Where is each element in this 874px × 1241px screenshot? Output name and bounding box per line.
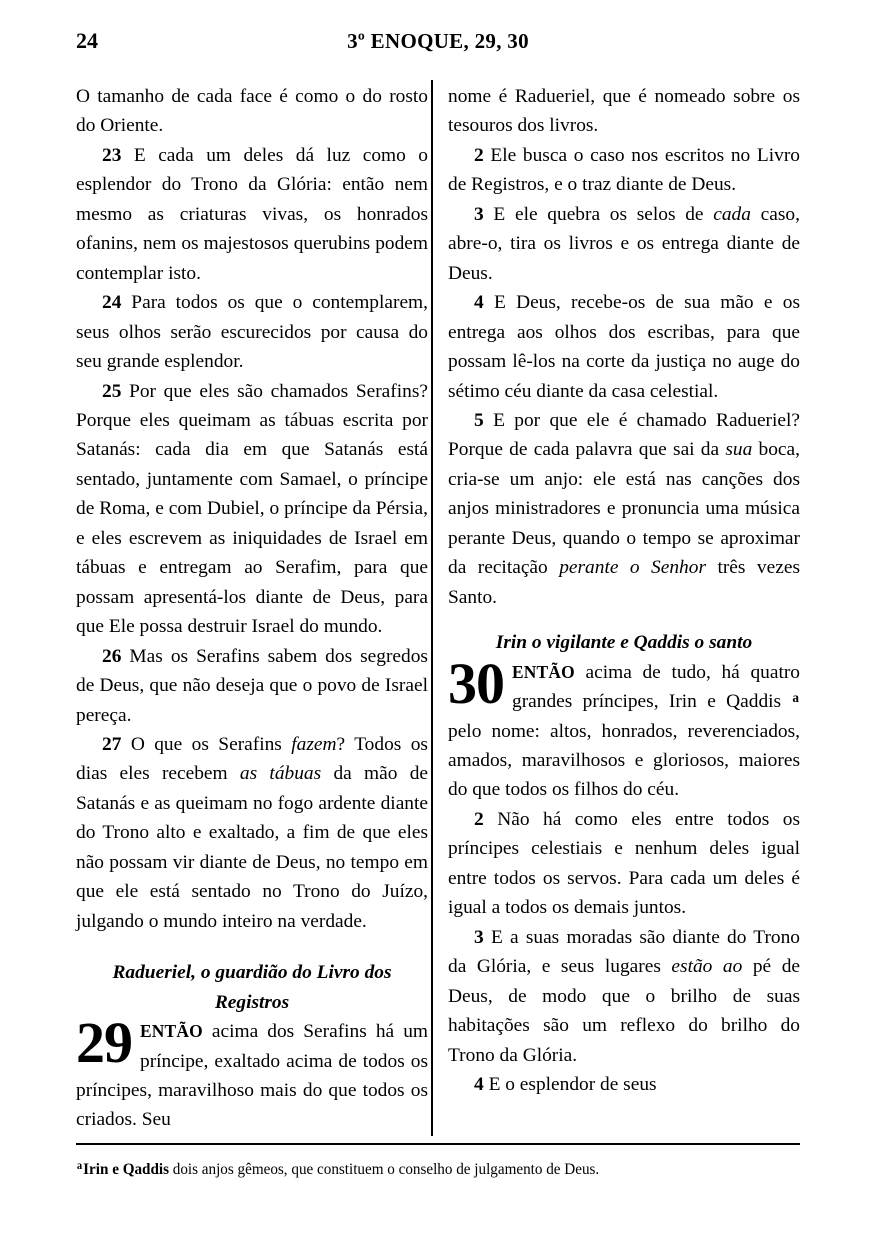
verse-number: 5 [474, 409, 484, 431]
footnote-label: Irin e Qaddis [83, 1159, 169, 1178]
verse-text-part: E por que ele é chamado Radueriel? Porque de cada palavra que sai da [448, 409, 801, 461]
verse-number: 27 [102, 733, 122, 755]
verse-text-part: E ele quebra os selos de [493, 203, 714, 225]
verse-text: E Deus, recebe-os de sua mão e os entrega aos olhos dos escribas, para que possam lê-los na corte da justiça no auge do sétimo céu diante da casa celestial. [448, 292, 800, 402]
verse-text: Por que eles são chamados Serafins? Porque eles queimam as tábuas escrita por Satanás: cada dia em que Satanás está sentado, juntamente com Samael, o príncipe de Roma, e com Dubiel, o príncipe da Pérsia, e eles escrevem as iniquidades de Israel em tábuas e entregam ao Serafim, para que possam apresentá-los diante de Deus, para que Ele possa destruir Israel do mundo. [76, 380, 428, 638]
chapter-number-dropcap: 29 [76, 1010, 132, 1076]
verse-emphasis: perante o Senhor [559, 557, 706, 579]
verse-text: E cada um deles dá luz como o esplendor do Trono da Glória: então nem mesmo as criaturas vivas, os honrados ofanins, nem os majestosos querubins podem contemplar isto. [76, 144, 428, 284]
verse-text-part: ? Todos os dias eles recebem [76, 733, 428, 785]
page-folio: 24 [76, 28, 98, 53]
chapter-opening-word: ENTÃO [140, 1021, 203, 1042]
verse-24 [76, 288, 428, 376]
verse-3 [448, 923, 800, 1070]
section-heading-radueriel: Radueriel, o guardião do Livro dos Registros [112, 962, 392, 1013]
right-column [448, 82, 800, 1099]
verse-4 [448, 288, 800, 406]
column-divider [431, 80, 433, 1136]
paragraph-continuation: O tamanho de cada face é como o do rosto do Oriente. [76, 86, 428, 137]
verse-text: Não há como eles entre todos os príncipes celestiais e nenhum deles igual entre todos os servos. Para cada um deles é igual a todos os demais juntos. [448, 808, 800, 919]
verse-text: E o esplendor de seus [488, 1073, 657, 1095]
verse-number: 4 [474, 292, 484, 314]
verse-number: 26 [102, 645, 122, 667]
verse-text-part: pé de Deus, de modo que o brilho de suas habitações são um reflexo do brilho do Trono da Glória. [448, 956, 800, 1066]
footnote-separator-rule [76, 1143, 800, 1145]
footnote-marker-a[interactable]: a [792, 689, 799, 705]
chapter-text-part: acima de tudo, há quatro grandes príncipes, Irin e Qaddis [512, 661, 800, 713]
verse-text-part: E a suas moradas são diante do Trono da Glória, e seus lugares [448, 926, 800, 978]
footnote-text: dois anjos gêmeos, que constituem o conselho de julgamento de Deus. [169, 1159, 600, 1178]
verse-2 [448, 805, 800, 923]
chapter-text-part: pelo nome: altos, honrados, reverenciados, amados, maravilhosos e gloriosos, maiores do que todos os filhos do céu. [448, 720, 800, 801]
section-heading-irin-qaddis: Irin o vigilante e Qaddis o santo [495, 632, 753, 654]
verse-text: Para todos os que o contemplarem, seus olhos serão escurecidos por causa do seu grande esplendor. [76, 292, 428, 373]
verse-number: 3 [474, 203, 484, 225]
verse-emphasis: fazem [291, 733, 337, 755]
running-title: 3º ENOQUE, 29, 30 [347, 29, 529, 53]
chapter-opener-29 [76, 1010, 428, 1135]
running-head [76, 26, 800, 56]
chapter-opening-word: ENTÃO [512, 661, 575, 682]
verse-4 [448, 1070, 800, 1099]
verse-number: 3 [474, 926, 484, 948]
footnote-a [76, 1158, 749, 1180]
verse-23 [76, 141, 428, 288]
verse-3 [448, 200, 800, 288]
verse-25 [76, 377, 428, 642]
verse-27 [76, 730, 428, 936]
verse-number: 4 [474, 1073, 484, 1095]
verse-number: 24 [102, 292, 122, 314]
verse-text-part: caso, abre-o, tira os livros e os entrega diante de Deus. [448, 203, 800, 284]
verse-text-part: O que os Serafins [130, 733, 292, 755]
verse-5 [448, 406, 800, 612]
verse-emphasis: cada [713, 203, 751, 225]
verse-number: 25 [102, 380, 122, 402]
verse-emphasis: estão ao [671, 956, 743, 978]
verse-number: 2 [474, 808, 484, 830]
verse-number: 23 [102, 144, 122, 166]
chapter-opener-30 [448, 650, 800, 805]
verse-number: 2 [474, 144, 484, 166]
verse-text-part: da mão de Satanás e as queimam no fogo ardente diante do Trono alto e exaltado, a fim de que eles não possam vir diante de Deus, no tempo em que ele está sentado no Trono do Juízo, julgando o mundo inteiro na verdade. [76, 763, 428, 932]
verse-2 [448, 141, 800, 200]
verse-text: Ele busca o caso nos escritos no Livro de Registros, e o traz diante de Deus. [448, 144, 800, 196]
paragraph-continuation: nome é Radueriel, que é nomeado sobre os tesouros dos livros. [448, 86, 800, 137]
verse-emphasis: sua [725, 439, 753, 461]
verse-text-part: boca, cria-se um anjo: ele está nas canções dos anjos ministradores e pronuncia uma música perante Deus, quando o tempo se aproximar da recitação [448, 439, 800, 579]
chapter-text: acima dos Serafins há um príncipe, exaltado acima de todos os príncipes, maravilhoso mais do que todos os criados. Seu [76, 1021, 428, 1131]
footnote-marker-a: a [76, 1159, 83, 1172]
chapter-number-dropcap: 30 [448, 650, 504, 716]
verse-text: Mas os Serafins sabem dos segredos de Deus, que não deseja que o povo de Israel pereça. [76, 645, 428, 726]
verse-emphasis: as tábuas [239, 763, 322, 785]
verse-text-part: três vezes Santo. [448, 557, 800, 608]
left-column [76, 82, 428, 1135]
verse-26 [76, 642, 428, 730]
